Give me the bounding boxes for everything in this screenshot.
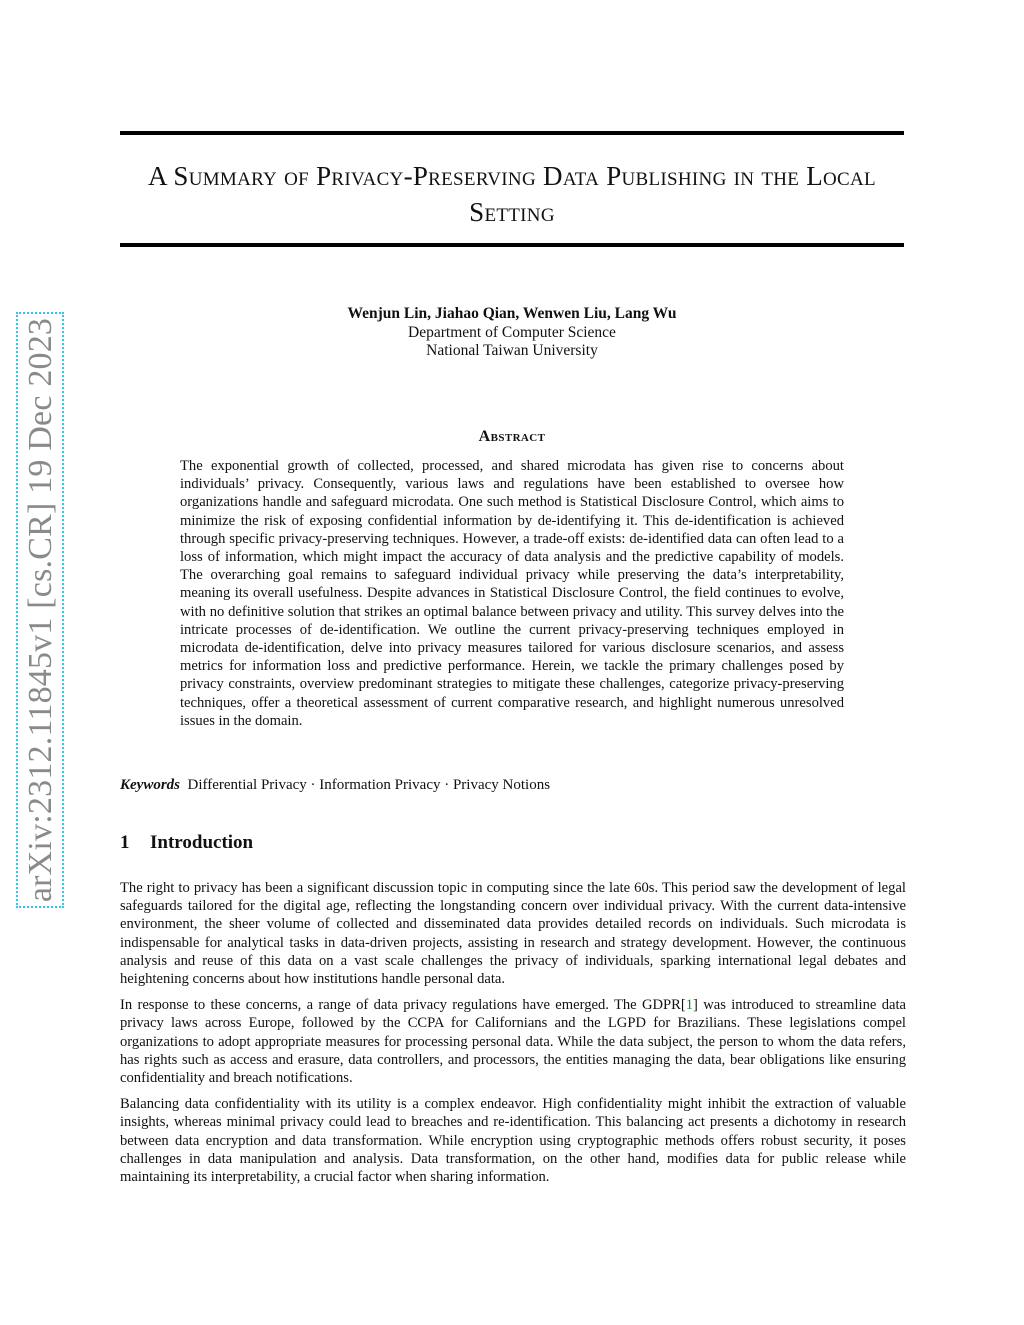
author-block [120,305,904,361]
intro-paragraph-3: Balancing data confidentiality with its utility is a complex endeavor. High confidentiality might inhibit the extraction of valuable insights, whereas minimal privacy could lead to breaches and re-identification. This balancing act presents a dichotomy in research between data encryption and data transformation. While encryption using cryptographic methods offers robust security, it poses challenges in data manipulation and analysis. Data transformation, on the other hand, modifies data for public release while maintaining its interpretability, a crucial factor when sharing information. [120,1096,906,1186]
section-heading [120,832,253,854]
citation-link[interactable]: 1 [685,997,694,1014]
section-number: 1 [120,832,130,853]
abstract-heading: Abstract [478,428,546,445]
introduction-body [120,879,906,1194]
abstract-text: The exponential growth of collected, processed, and shared microdata has given rise to concerns about individuals’ privacy. Consequently, various laws and regulations have been established to oversee how organizations handle and safeguard microdata. One such method is Statistical Disclosure Control, which aims to minimize the risk of exposing confidential information by de-identifying it. This de-identification is achieved through specific privacy-preserving techniques. However, a trade-off exists: de-identified data can often lead to a loss of information, which might impact the accuracy of data analysis and the predictive capability of models. The overarching goal remains to safeguard individual privacy while preserving the data’s interpretability, meaning its overall usefulness. Despite advances in Statistical Disclosure Control, the field continues to evolve, with no definitive solution that strikes an optimal balance between privacy and utility. This survey delves into the intricate processes of de-identification. We outline the current privacy-preserving techniques employed in microdata de-identification, delve into privacy measures tailored for various disclosure scenarios, and assess metrics for information loss and predictive performance. Herein, we tackle the primary challenges posed by privacy constraints, overview predominant strategies to mitigate these challenges, categorize privacy-preserving techniques, offer a theoretical assessment of current comparative research, and highlight numerous unresolved issues in the domain. [180,458,844,729]
title-rule-top [120,131,904,135]
keywords-line [120,777,904,794]
author-names: Wenjun Lin, Jiahao Qian, Wenwen Liu, Lang Wu [347,305,677,322]
intro-p2-before: In response to these concerns, a range of data privacy regulations have emerged. The GDPR[ [120,997,686,1014]
title-rule-bottom [120,243,904,247]
author-university: National Taiwan University [426,342,598,359]
keywords-label: Keywords [120,777,180,793]
paper-title: A Summary of Privacy-Preserving Data Publishing in the Local Setting [148,161,876,227]
keywords-list: Differential Privacy · Information Privacy · Privacy Notions [187,777,551,793]
arxiv-identifier: arXiv:2312.11845v1 [cs.CR] 19 Dec 2023 [22,317,59,903]
intro-paragraph-2 [120,996,906,1087]
intro-paragraph-1: The right to privacy has been a significant discussion topic in computing since the late 60s. This period saw the development of legal safeguards tailored for the digital age, reflecting the longstanding concern over individual privacy. With the current data-intensive environment, the sheer volume of collected and disseminated data provides detailed records on individuals. Such microdata is indispensable for analytical tasks in data-driven projects, assisting in research and strategy development. However, the continuous analysis and reuse of this data on a vast scale challenges the privacy of individuals, sparking international legal debates and heightening concerns about how institutions handle personal data. [120,880,906,988]
intro-p2-after: ] was introduced to streamline data privacy laws across Europe, followed by the CCPA for Californians and the LGPD for Brazilians. These legislations compel organizations to adopt appropriate measures for processing personal data. While the data subject, the person to whom the data refers, has rights such as access and erasure, data controllers, and processors, the entities managing the data, bear obligations like ensuring confidentiality and breach notifications. [120,997,907,1087]
section-title: Introduction [150,832,254,853]
author-department: Department of Computer Science [408,323,616,341]
